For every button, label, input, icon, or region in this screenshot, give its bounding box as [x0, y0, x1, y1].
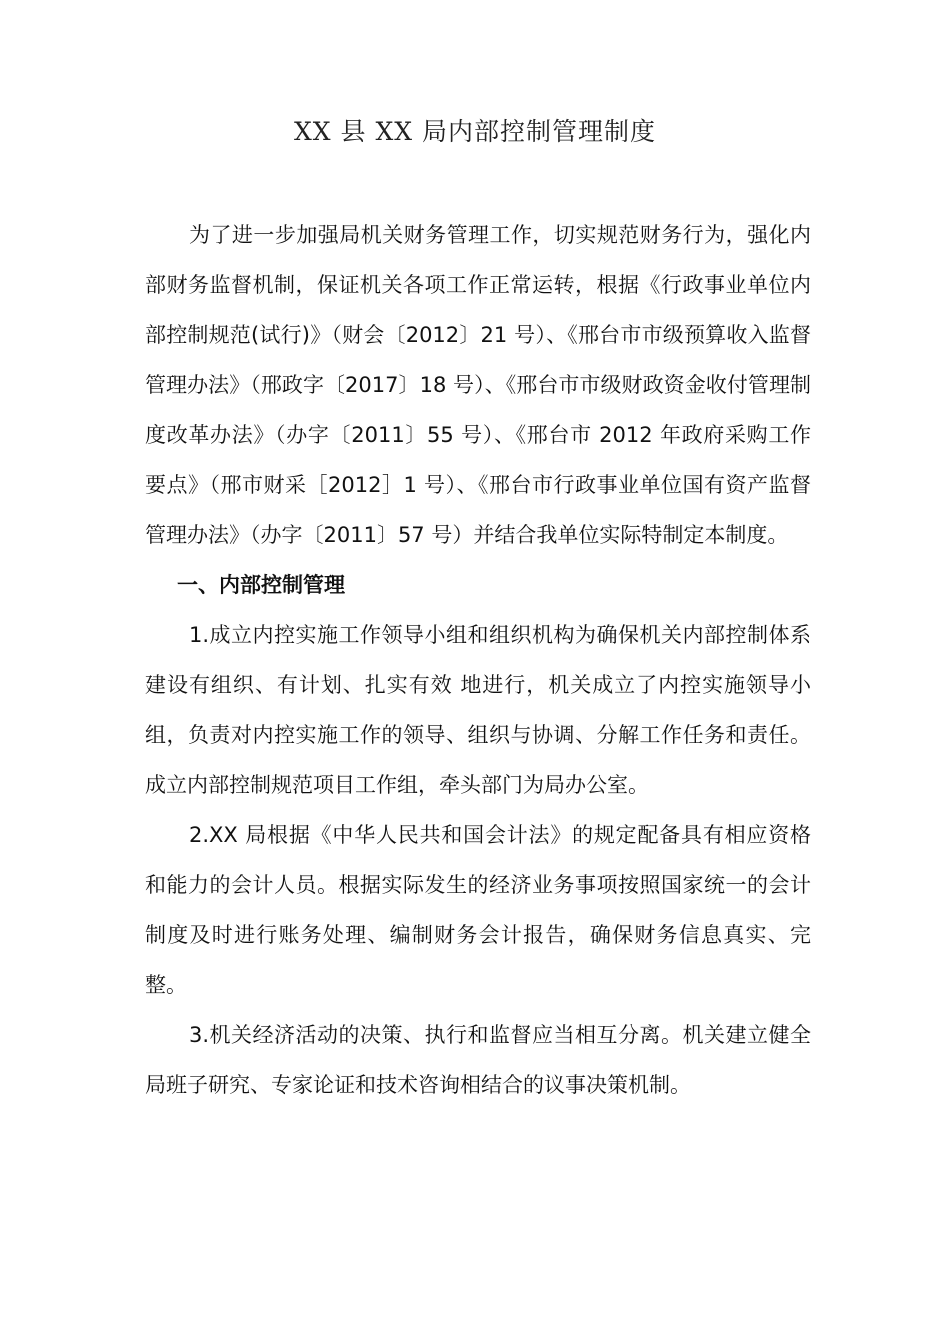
document-body	[145, 210, 811, 1110]
section-paragraph-1: 1.成立内控实施工作领导小组和组织机构为确保机关内部控制体系建设有组织、有计划、扎实有效 地进行，机关成立了内控实施领导小组，负责对内控实施工作的领导、组织与协调、分解工作任务和责任。成立内部控制规范项目工作组，牵头部门为局办公室。	[145, 623, 811, 797]
section-heading: 一、内部控制管理	[177, 573, 345, 597]
section-paragraph-3: 3.机关经济活动的决策、执行和监督应当相互分离。机关建立健全局班子研究、专家论证和技术咨询相结合的议事决策机制。	[145, 1023, 811, 1097]
section-paragraph-2: 2.XX 局根据《中华人民共和国会计法》的规定配备具有相应资格和能力的会计人员。根据实际发生的经济业务事项按照国家统一的会计制度及时进行账务处理、编制财务会计报告，确保财务信息真实、完整。	[145, 823, 811, 997]
document-title: XX 县 XX 局内部控制管理制度	[293, 117, 657, 146]
intro-paragraph: 为了进一步加强局机关财务管理工作，切实规范财务行为，强化内部财务监督机制，保证机关各项工作正常运转，根据《行政事业单位内部控制规范(试行)》（财会〔2012〕21 号）、《邢台市市级预算收入监督管理办法》（邢政字〔2017〕18 号）、《邢台市市级财政资金收付管理制度改革办法》（办字〔2011〕55 号）、《邢台市 2012 年政府采购工作要点》（邢市财采［2012］1 号）、《邢台市行政事业单位国有资产监督管理办法》（办字〔2011〕57 号）并结合我单位实际特制定本制度。	[145, 223, 811, 547]
